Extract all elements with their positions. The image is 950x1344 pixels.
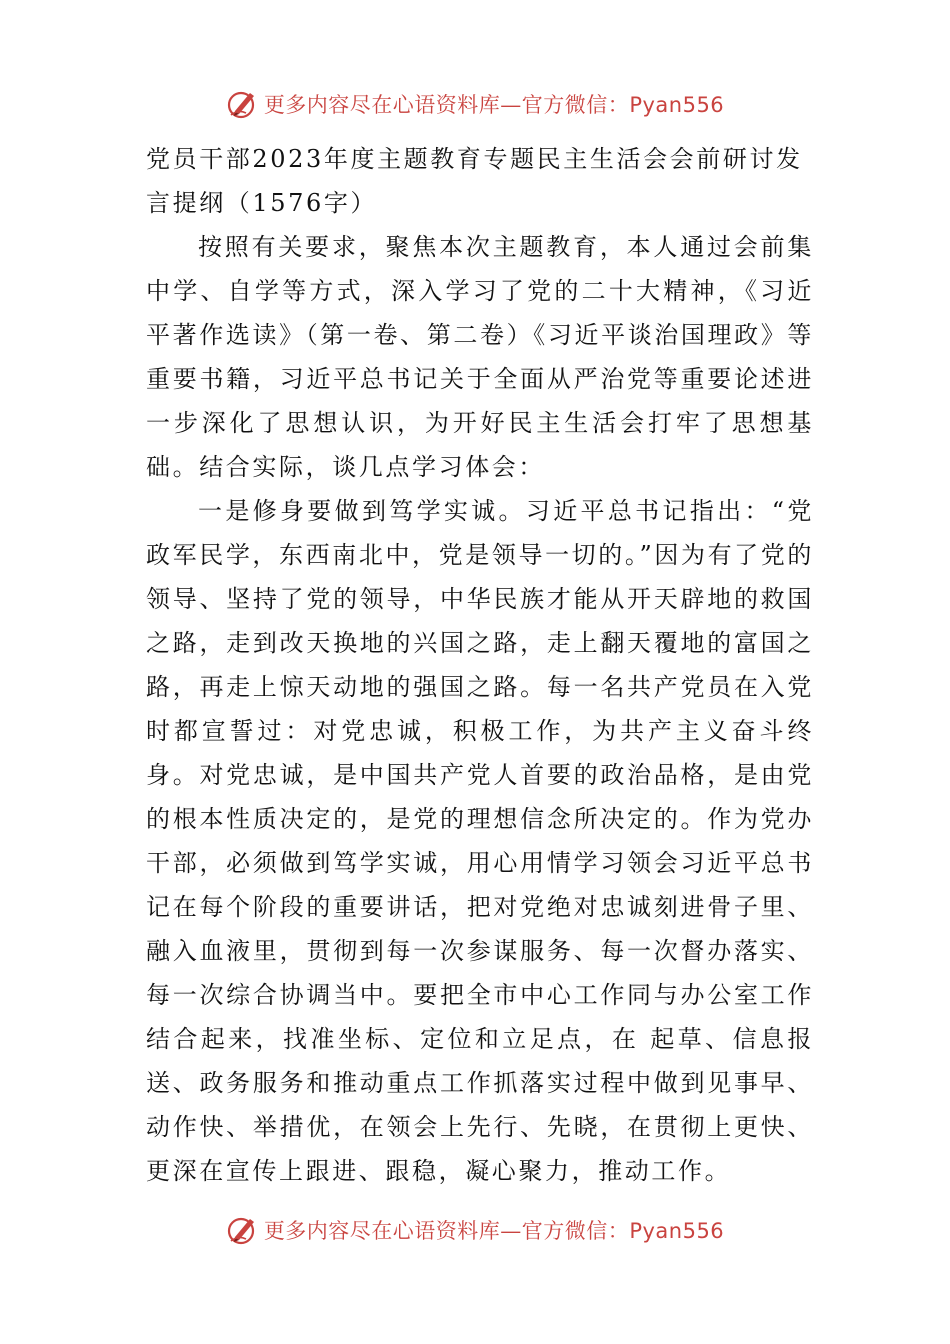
banner-wechat-id: Pyan556 bbox=[629, 1219, 725, 1243]
document-title: 党员干部2023年度主题教育专题民主生活会会前研讨发言提纲（1576字） bbox=[146, 145, 803, 217]
banner-slogan: 更多内容尽在心语资料库—官方微信： bbox=[263, 1219, 630, 1243]
banner-wechat-id: Pyan556 bbox=[629, 93, 725, 117]
footer-banner bbox=[0, 1210, 950, 1250]
document-body bbox=[146, 137, 814, 1193]
header-banner bbox=[0, 84, 950, 124]
pen-circle-logo-icon bbox=[226, 87, 260, 121]
banner-text bbox=[264, 1215, 724, 1245]
banner-slogan: 更多内容尽在心语资料库—官方微信： bbox=[263, 93, 630, 117]
pen-circle-logo-icon bbox=[226, 1213, 260, 1247]
paragraph-intro: 按照有关要求，聚焦本次主题教育，本人通过会前集中学、自学等方式，深入学习了党的二十大精神，《习近平著作选读》（第一卷、第二卷）《习近平谈治国理政》等重要书籍，习近平总书记关于全面从严治党等重要论述进一步深化了思想认识，为开好民主生活会打牢了思想基础。结合实际，谈几点学习体会： bbox=[146, 233, 814, 481]
banner-text bbox=[264, 89, 724, 119]
paragraph-point-one: 一是修身要做到笃学实诚。习近平总书记指出：“党政军民学，东西南北中，党是领导一切的。”因为有了党的领导、坚持了党的领导，中华民族才能从开天辟地的救国之路，走到改天换地的兴国之路，走上翻天覆地的富国之路，再走上惊天动地的强国之路。每一名共产党员在入党时都宣誓过：对党忠诚，积极工作，为共产主义奋斗终身。对党忠诚，是中国共产党人首要的政治品格，是由党的根本性质决定的，是党的理想信念所决定的。作为党办干部，必须做到笃学实诚，用心用情学习领会习近平总书记在每个阶段的重要讲话，把对党绝对忠诚刻进骨子里、融入血液里，贯彻到每一次参谋服务、每一次督办落实、每一次综合协调当中。要把全市中心工作同与办公室工作结合起来，找准坐标、定位和立足点，在 起草、信息报送、政务服务和推动重点工作抓落实过程中做到见事早、动作快、举措优，在领会上先行、先晓，在贯彻上更快、更深在宣传上跟进、跟稳，凝心聚力，推动工作。 bbox=[146, 497, 814, 1185]
